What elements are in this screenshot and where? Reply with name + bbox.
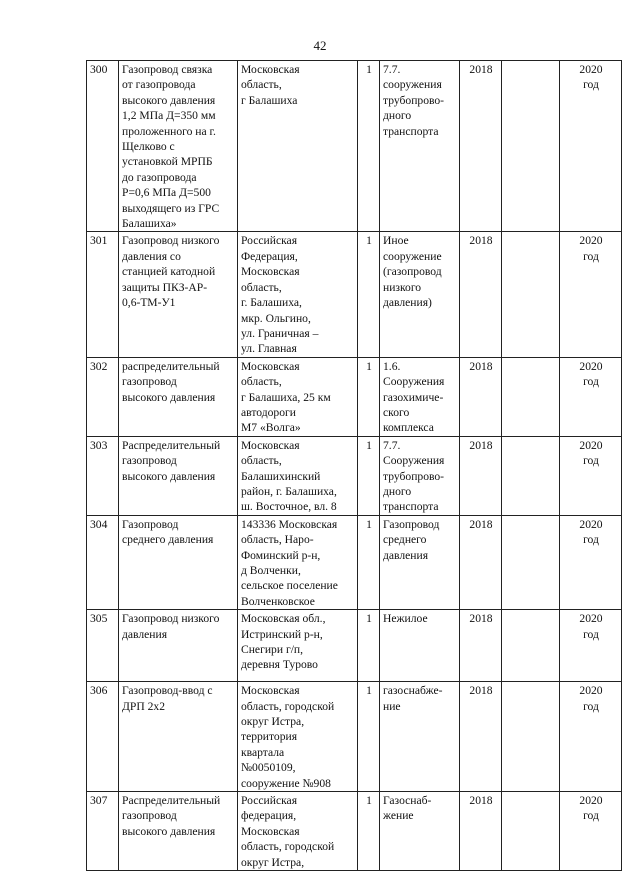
object-address: Московская область, городской округ Истра, территория квартала №0050109, сооружение №908 xyxy=(241,684,335,790)
table-row xyxy=(87,357,622,436)
deadline-year: 2020 год xyxy=(579,517,603,547)
object-type: 1.6. Сооружения газохимиче- ского комплекса xyxy=(383,359,445,435)
row-number: 306 xyxy=(90,684,108,698)
object-count: 1 xyxy=(366,684,372,698)
object-count: 1 xyxy=(366,359,372,373)
table-row xyxy=(87,515,622,609)
object-type: Газоснаб- жение xyxy=(383,794,432,823)
table-row xyxy=(87,610,622,682)
deadline-year: 2020 год xyxy=(579,63,603,92)
object-name: Газопровод среднего давления xyxy=(122,517,214,547)
object-address: Московская область, Балашихинский район, г. Балашиха, ш. Восточное, вл. 8 xyxy=(241,438,337,514)
table-row xyxy=(87,61,622,232)
object-count: 1 xyxy=(366,517,372,531)
object-name: распределительный газопровод высокого давления xyxy=(122,359,220,404)
object-year: 2018 xyxy=(469,438,493,452)
row-number: 303 xyxy=(90,438,108,452)
object-year: 2018 xyxy=(469,359,493,373)
object-count: 1 xyxy=(366,63,372,76)
object-count: 1 xyxy=(366,612,372,626)
object-address: 143336 Московская область, Наро- Фоминский р-н, д Волченки, сельское поселение Волченковское xyxy=(241,517,338,608)
object-type: 7.7. Сооружения трубопрово- дного транспорта xyxy=(383,438,445,514)
page-number: 42 xyxy=(313,38,327,53)
object-year: 2018 xyxy=(469,612,493,626)
object-year: 2018 xyxy=(469,63,493,76)
row-number: 307 xyxy=(90,794,108,808)
object-type: Иное сооружение (газопровод низкого давления) xyxy=(383,234,442,310)
table-row xyxy=(87,792,622,871)
deadline-year: 2020 год xyxy=(579,234,603,263)
object-count: 1 xyxy=(366,438,372,452)
object-type: 7.7. сооружения трубопрово- дного транспорта xyxy=(383,63,445,138)
object-type: Газопровод среднего давления xyxy=(383,517,440,562)
object-type: Нежилое xyxy=(383,612,428,626)
deadline-year: 2020 год xyxy=(579,359,603,389)
object-name: Распределительный газопровод высокого давления xyxy=(122,794,221,838)
deadline-year: 2020 год xyxy=(579,794,603,823)
table-row xyxy=(87,682,622,792)
table-row xyxy=(87,232,622,357)
object-name: Газопровод связка от газопровода высокого давления 1,2 МПа Д=350 мм проложенного на г. Щелково с установкой МРПБ до газопровода Р=0,6 МПа Д=500 выходящего из ГРС Балашиха» xyxy=(122,63,220,231)
object-name: Газопровод низкого давления со станцией катодной защиты ПКЗ-АР- 0,6-ТМ-У1 xyxy=(122,234,220,310)
row-number: 304 xyxy=(90,517,108,531)
deadline-year: 2020 год xyxy=(579,684,603,713)
row-number: 302 xyxy=(90,359,108,373)
row-number: 305 xyxy=(90,612,108,626)
table-row xyxy=(87,436,622,515)
object-year: 2018 xyxy=(469,234,493,248)
object-type: газоснабже- ние xyxy=(383,684,443,713)
object-address: Московская обл., Истринский р-н, Снегири г/п, деревня Турово xyxy=(241,612,326,672)
object-year: 2018 xyxy=(469,684,493,698)
deadline-year: 2020 год xyxy=(579,612,603,641)
object-name: Газопровод-ввод с ДРП 2х2 xyxy=(122,684,213,713)
row-number: 300 xyxy=(90,63,108,76)
object-year: 2018 xyxy=(469,517,493,531)
row-number: 301 xyxy=(90,234,108,248)
object-count: 1 xyxy=(366,234,372,248)
deadline-year: 2020 год xyxy=(579,438,603,468)
object-address: Московская область, г Балашиха, 25 км автодороги М7 «Волга» xyxy=(241,359,331,435)
object-address: Московская область, г Балашиха xyxy=(241,63,300,107)
object-count: 1 xyxy=(366,794,372,808)
object-name: Распределительный газопровод высокого давления xyxy=(122,438,221,483)
registry-table xyxy=(86,60,622,871)
object-address: Российская Федерация, Московская область, г. Балашиха, мкр. Ольгино, ул. Граничная – ул. Главная xyxy=(241,234,319,356)
object-name: Газопровод низкого давления xyxy=(122,612,220,641)
object-year: 2018 xyxy=(469,794,493,808)
object-address: Российская федерация, Московская область, городской округ Истра, xyxy=(241,794,335,869)
